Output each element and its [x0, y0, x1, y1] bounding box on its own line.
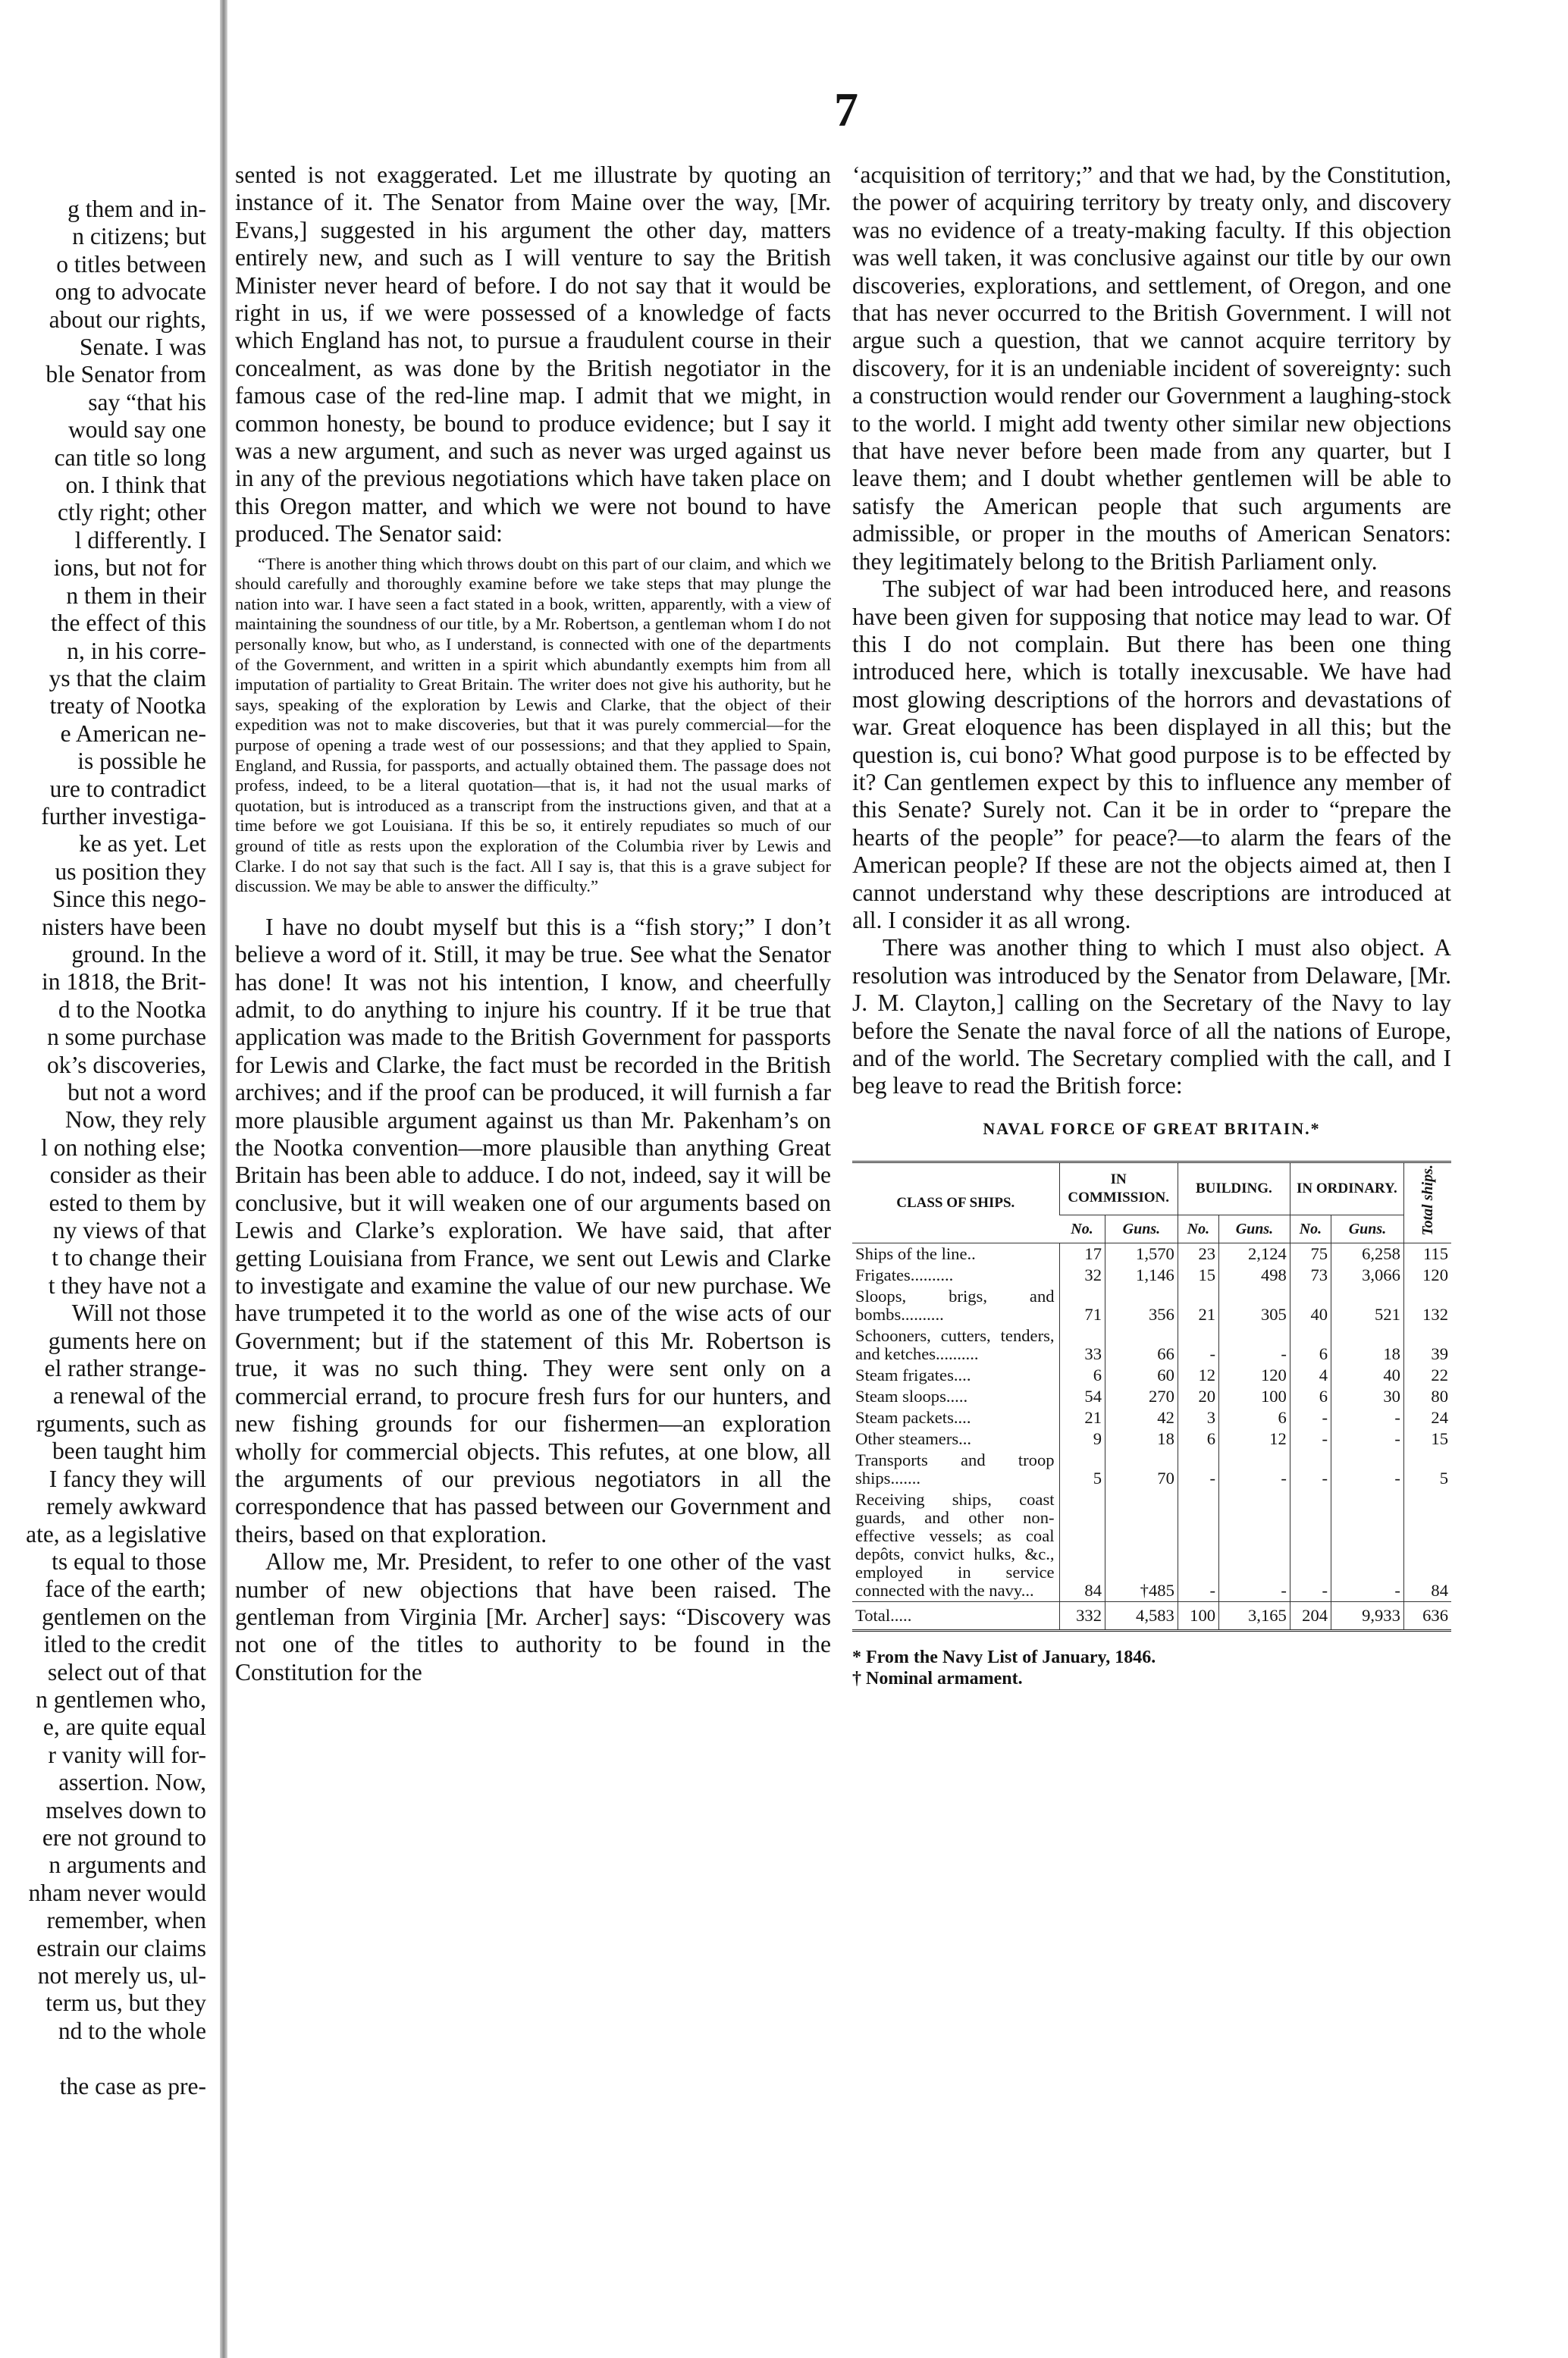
value-cell: 66 [1105, 1325, 1178, 1365]
value-cell: 30 [1331, 1386, 1404, 1407]
header-in-commission: IN COMMISSION. [1059, 1162, 1178, 1215]
value-cell: 12 [1219, 1428, 1290, 1450]
header-no: No. [1290, 1215, 1331, 1243]
value-cell: 5 [1059, 1450, 1105, 1489]
ship-class-cell: Ships of the line.. [855, 1243, 976, 1263]
fragment-line: t to change their [52, 1244, 206, 1272]
value-cell: - [1331, 1450, 1404, 1489]
value-cell: 75 [1290, 1243, 1331, 1265]
value-cell: 21 [1178, 1286, 1218, 1325]
value-cell: 3,165 [1219, 1601, 1290, 1630]
value-cell: 9 [1059, 1428, 1105, 1450]
value-cell: 71 [1059, 1286, 1105, 1325]
value-cell: 24 [1403, 1407, 1451, 1428]
value-cell: - [1178, 1450, 1218, 1489]
fragment-line: can title so long [54, 444, 206, 471]
fragment-line: ground. In the [71, 940, 206, 967]
value-cell: 21 [1059, 1407, 1105, 1428]
fragment-line: ure to contradict [49, 775, 206, 802]
value-cell: †485 [1105, 1489, 1178, 1602]
fragment-line: itled to the credit [43, 1631, 206, 1658]
value-cell: 12 [1178, 1365, 1218, 1386]
value-cell: - [1178, 1489, 1218, 1602]
ship-class-cell: Receiving ships, coast guards, and other non-effective vessels; as coal depôts, convict hulks, &c., employed in service connected with the navy... [855, 1489, 1055, 1600]
fragment-line: about our rights, [49, 306, 206, 333]
fragment-line: g them and in- [67, 196, 206, 222]
table-row [852, 1489, 1451, 1602]
fragment-line: Now, they rely [64, 1106, 206, 1134]
ship-class-cell: Steam sloops..... [855, 1386, 968, 1406]
value-cell: 20 [1178, 1386, 1218, 1407]
fragment-line: further investiga- [41, 802, 206, 829]
value-cell: 305 [1219, 1286, 1290, 1325]
value-cell: 84 [1059, 1489, 1105, 1602]
fragment-line: on. I think that [65, 472, 206, 499]
value-cell: 23 [1178, 1243, 1218, 1265]
header-building: BUILDING. [1178, 1162, 1290, 1215]
ship-class-cell: Frigates.......... [855, 1265, 954, 1284]
value-cell: 33 [1059, 1325, 1105, 1365]
value-cell: - [1178, 1325, 1218, 1365]
value-cell: 332 [1059, 1601, 1105, 1630]
value-cell: 15 [1403, 1428, 1451, 1450]
header-guns: Guns. [1219, 1215, 1290, 1243]
footnote-navy-list: * From the Navy List of January, 1846. [852, 1647, 1156, 1667]
fragment-line: select out of that [47, 1658, 206, 1685]
ship-class-cell: Other steamers... [855, 1428, 972, 1448]
value-cell: 18 [1331, 1325, 1404, 1365]
fragment-line: would say one [68, 416, 206, 444]
table-row [852, 1286, 1451, 1325]
value-cell: 18 [1105, 1428, 1178, 1450]
fragment-line: remely awkward [46, 1493, 206, 1520]
value-cell: 132 [1403, 1286, 1451, 1325]
fragment-line: the effect of this [51, 610, 206, 637]
fragment-line: term us, but they [45, 1990, 206, 2017]
value-cell: 32 [1059, 1265, 1105, 1286]
value-cell: 6,258 [1331, 1243, 1404, 1265]
fragment-line: ok’s discoveries, [47, 1051, 206, 1078]
ship-class-cell: Total..... [852, 1601, 1059, 1630]
table-row [852, 1365, 1451, 1386]
table-row [852, 1243, 1451, 1265]
value-cell: 9,933 [1331, 1601, 1404, 1630]
table-title: NAVAL FORCE OF GREAT BRITAIN.* [983, 1118, 1321, 1138]
fragment-line: I fancy they will [49, 1465, 206, 1492]
value-cell: 40 [1290, 1286, 1331, 1325]
fragment-line: l differently. I [74, 526, 206, 553]
value-cell: 3,066 [1331, 1265, 1404, 1286]
ship-class-cell: Schooners, cutters, tenders, and ketches.......... [855, 1325, 1055, 1363]
value-cell: 636 [1403, 1601, 1451, 1630]
fragment-line: the case as pre- [59, 2072, 206, 2099]
header-no: No. [1178, 1215, 1218, 1243]
paragraph-acquisition: ‘acquisition of territory;” and that we had, by the Constitution, the power of acquiring territory by treaty only, and discovery was no evidence of a treaty-making faculty. If this objection was well taken, it was conclusive against our title by our own discoveries, explorations, and settlement, of Oregon, and one that has never occurred to the British Government. I will not argue such a question, that we cannot acquire territory by discovery, for it is an undeniable incident of sovereignty: such a construction would render our Government a laughing-stock to the world. I might add twenty other similar new objections that have never before been made from any quarter, but I leave them; and I doubt whether gentlemen will be able to satisfy the American people that such arguments are admissible, or proper in the mouths of American Senators: they legitimately belong to the British Parliament only. [852, 161, 1451, 575]
fragment-line: mselves down to [45, 1796, 206, 1823]
fragment-line: n citizens; but [72, 223, 206, 250]
table-row [852, 1325, 1451, 1365]
value-cell: 70 [1105, 1450, 1178, 1489]
fragment-line: ke as yet. Let [79, 830, 206, 858]
fragment-line [0, 2045, 206, 2072]
fragment-line: ny views of that [52, 1217, 206, 1244]
value-cell: - [1290, 1450, 1331, 1489]
header-no: No. [1059, 1215, 1105, 1243]
value-cell: 4,583 [1105, 1601, 1178, 1630]
ship-class-cell: Steam packets.... [855, 1407, 971, 1427]
table-row [852, 1450, 1451, 1489]
value-cell: 521 [1331, 1286, 1404, 1325]
fragment-line: e, are quite equal [42, 1714, 206, 1741]
fragment-line: ctly right; other [58, 499, 206, 526]
fragment-line: ble Senator from [45, 361, 206, 388]
ship-class-cell: Sloops, brigs, and bombs.......... [855, 1286, 1055, 1324]
fragment-line: ested to them by [49, 1189, 206, 1216]
value-cell: 84 [1403, 1489, 1451, 1602]
block-quote-senator: “There is another thing which throws doubt on this part of our claim, and which we should carefully and thoroughly examine before we take steps that may plunge the nation into war. I have seen a fact stated in a book, written, apparently, with a view of maintaining the soundness of our title, by a Mr. Robertson, a gentleman whom I do not personally know, but who, as I understand, is connected with one of the departments of the Government, and written in a spirit which abundantly exempts him from all imputation of partiality to Great Britain. The writer does not give his authority, but he says, speaking of the exploration by Lewis and Clarke, that the object of their expedition was not to make discoveries, but that it was purely commercial—for the purpose of opening a trade west of our possessions; and that they applied to Spain, England, and Russia, for passports, and actually obtained them. The passage does not profess, indeed, to be a literal quotation—that is, it had not the usual marks of quotation, but is introduced as a transcript from the instructions given, and that at a time before we got Louisiana. If this be so, it entirely repudiates so much of our ground of title as rests upon the exploration of the Columbia river by Lewis and Clarke. I do not say that such is the fact. All I say is, that this is a grave subject for discussion. We may be able to answer the difficulty.” [235, 553, 831, 896]
fragment-line: Senate. I was [79, 334, 206, 361]
value-cell: 6 [1290, 1386, 1331, 1407]
fragment-line: ere not ground to [42, 1823, 206, 1851]
ship-class-cell: Steam frigates.... [855, 1365, 971, 1384]
value-cell: 17 [1059, 1243, 1105, 1265]
fragment-line: say “that his [88, 388, 206, 415]
value-cell: 80 [1403, 1386, 1451, 1407]
fragment-line: gentlemen on the [42, 1603, 206, 1630]
table-row [852, 1428, 1451, 1450]
value-cell: 22 [1403, 1365, 1451, 1386]
value-cell: 3 [1178, 1407, 1218, 1428]
header-guns: Guns. [1331, 1215, 1404, 1243]
fragment-line: n them in their [66, 582, 206, 609]
value-cell: 270 [1105, 1386, 1178, 1407]
fragment-line: t they have not a [48, 1272, 206, 1299]
fragment-line: r vanity will for- [48, 1741, 206, 1768]
table-row [852, 1265, 1451, 1286]
value-cell: 6 [1290, 1325, 1331, 1365]
fragment-line: but not a word [67, 1079, 206, 1105]
value-cell: 4 [1290, 1365, 1331, 1386]
value-cell: 204 [1290, 1601, 1331, 1630]
paragraph-fish-story: I have no doubt myself but this is a “fish story;” I don’t believe a word of it. Still, it may be true. See what the Senator has done! It was not his intention, I know, and cheerfully admit, to do anything to injure his country. If it be true that application was made to the British Government for passports for Lewis and Clarke, the fact must be recorded in the British archives; and if the proof can be produced, it will furnish a far more plausible argument against us than Mr. Pakenham’s on the Nootka convention—more plausible than anything Great Britain has been able to adduce. I do not, indeed, say it will be conclusive, but it will weaken one of our arguments based on Lewis and Clarke’s exploration. We have said, that after getting Louisiana from France, we sent out Lewis and Clarke to investigate and examine the value of our new purchase. We have trumpeted it to the world as one of the wise acts of our Government; but if the statement of this Mr. Robertson is true, it was no such thing. They were sent only on a commercial errand, to procure fresh furs for our hunters, and new fishing grounds for our fishermen—an exploration wholly for commercial objects. This refutes, at one blow, all the arguments of our previous negotiators in all the correspondence that has passed between our Government and theirs, based on that exploration. [235, 913, 831, 1547]
fragment-line: n gentlemen who, [36, 1685, 206, 1713]
fragment-line: nisters have been [42, 913, 206, 940]
fragment-line: face of the earth; [45, 1576, 206, 1603]
fragment-line: nd to the whole [58, 2017, 206, 2044]
fragment-line: rguments, such as [36, 1409, 206, 1437]
value-cell: 42 [1105, 1407, 1178, 1428]
fragment-line: e American ne- [60, 720, 206, 747]
value-cell: - [1290, 1407, 1331, 1428]
fragment-line: o titles between [56, 250, 206, 278]
fragment-line: us position they [55, 858, 206, 885]
fragment-line: l on nothing else; [41, 1134, 206, 1161]
paragraph-another-thing: There was another thing to which I must also object. A resolution was introduced by the Senator from Delaware, [Mr. J. M. Clayton,] calling on the Secretary of the Navy to lay before the Senate the naval force of all the nations of Europe, and of the world. The Secretary complied with the call, and I beg leave to read the British force: [852, 934, 1451, 1099]
right-column [852, 161, 1451, 1689]
fragment-line: n arguments and [49, 1852, 206, 1879]
page-gutter [220, 0, 227, 2358]
value-cell: 15 [1178, 1265, 1218, 1286]
fragment-line: ts equal to those [52, 1547, 206, 1575]
fragment-line: ys that the claim [49, 664, 206, 691]
value-cell: 120 [1403, 1265, 1451, 1286]
fragment-line: n, in his corre- [67, 637, 206, 664]
fragment-line: ions, but not for [53, 554, 206, 582]
fragment-line: el rather strange- [44, 1355, 206, 1382]
value-cell: 498 [1219, 1265, 1290, 1286]
header-guns: Guns. [1105, 1215, 1178, 1243]
value-cell: 6 [1059, 1365, 1105, 1386]
fragment-line: ong to advocate [55, 278, 206, 306]
fragment-line: assertion. Now, [58, 1769, 206, 1796]
value-cell: 1,570 [1105, 1243, 1178, 1265]
table-row [852, 1386, 1451, 1407]
value-cell: 54 [1059, 1386, 1105, 1407]
fragment-line: guments here on [48, 1327, 206, 1354]
paragraph-subject-of-war: The subject of war had been introduced here, and reasons have been given for supposing that notice may lead to war. Of this I do not complain. But there has been one thing introduced here, which is totally inexcusable. We have had most glowing descriptions of the horrors and devastations of war. Great eloquence has been displayed in all this; but the question is, cui bono? What good purpose is to be effected by it? Can gentlemen expect by this to influence any member of this Senate? Surely not. Can it be in order to “prepare the hearts of the people” for peace?—to alarm the fears of the American people? If these are not the objects aimed at, then I cannot understand why these descriptions are introduced at all. I consider it as all wrong. [852, 575, 1451, 933]
table-row [852, 1407, 1451, 1428]
fragment-line: nham never would [28, 1879, 206, 1906]
table-total-row [852, 1601, 1451, 1630]
value-cell: 5 [1403, 1450, 1451, 1489]
value-cell: - [1331, 1489, 1404, 1602]
fragment-line: treaty of Nootka [49, 692, 206, 720]
value-cell: 73 [1290, 1265, 1331, 1286]
paragraph-sented: sented is not exaggerated. Let me illustrate by quoting an instance of it. The Senator from Maine over the way, [Mr. Evans,] suggested in his argument the other day, matters entirely new, and such as I will venture to say the British Minister never heard of before. I do not say that it would be right in us, if we were possessed of a knowledge of facts which England has not, to pursue a fraudulent course in their concealment, as was done by the British negotiator in the famous case of the red-line map. I admit that we might, in common honesty, be bound to produce evidence; but I say it was a new argument, and such as never was urged against us in any of the previous negotiations which have taken place on this Oregon matter, and which we were not bound to have produced. The Senator said: [235, 161, 831, 547]
middle-column [235, 161, 831, 1686]
fragment-line: n some purchase [47, 1024, 206, 1051]
value-cell: - [1331, 1428, 1404, 1450]
fragment-line: in 1818, the Brit- [42, 968, 206, 996]
fragment-line: ate, as a legislative [26, 1520, 206, 1547]
fragment-line: remember, when [46, 1907, 206, 1934]
value-cell: 6 [1219, 1407, 1290, 1428]
value-cell: 60 [1105, 1365, 1178, 1386]
value-cell: 6 [1178, 1428, 1218, 1450]
value-cell: - [1219, 1450, 1290, 1489]
value-cell: - [1290, 1428, 1331, 1450]
header-class: CLASS OF SHIPS. [852, 1162, 1059, 1243]
value-cell: 2,124 [1219, 1243, 1290, 1265]
value-cell: 356 [1105, 1286, 1178, 1325]
fragment-line: not merely us, ul- [37, 1962, 206, 1989]
value-cell: - [1219, 1325, 1290, 1365]
header-total-ships: Total ships. [1403, 1162, 1451, 1243]
footnote-nominal-armament: † Nominal armament. [852, 1668, 1023, 1689]
fragment-line: a renewal of the [52, 1382, 206, 1409]
ship-class-cell: Transports and troop ships....... [855, 1450, 1055, 1488]
naval-force-table [852, 1161, 1451, 1632]
value-cell: 100 [1219, 1386, 1290, 1407]
table-footnotes [852, 1647, 1451, 1689]
page-number: 7 [834, 83, 858, 136]
value-cell: 39 [1403, 1325, 1451, 1365]
left-column-fragment [0, 196, 206, 2100]
value-cell: 100 [1178, 1601, 1218, 1630]
fragment-line: Will not those [71, 1300, 206, 1327]
value-cell: - [1219, 1489, 1290, 1602]
fragment-line: Since this nego- [52, 886, 206, 913]
value-cell: 120 [1219, 1365, 1290, 1386]
paragraph-allow-me: Allow me, Mr. President, to refer to one other of the vast number of new objections that have been raised. The gentleman from Virginia [Mr. Archer] says: “Discovery was not one of the titles to authority to be found in the Constitution for the [235, 1548, 831, 1685]
fragment-line: d to the Nootka [58, 996, 206, 1023]
value-cell: 115 [1403, 1243, 1451, 1265]
fragment-line: consider as their [49, 1162, 206, 1189]
value-cell: - [1331, 1407, 1404, 1428]
value-cell: 1,146 [1105, 1265, 1178, 1286]
value-cell: 40 [1331, 1365, 1404, 1386]
fragment-line: been taught him [52, 1438, 206, 1465]
value-cell: - [1290, 1489, 1331, 1602]
fragment-line: is possible he [77, 748, 206, 775]
fragment-line: estrain our claims [36, 1934, 206, 1961]
header-in-ordinary: IN ORDINARY. [1290, 1162, 1403, 1215]
